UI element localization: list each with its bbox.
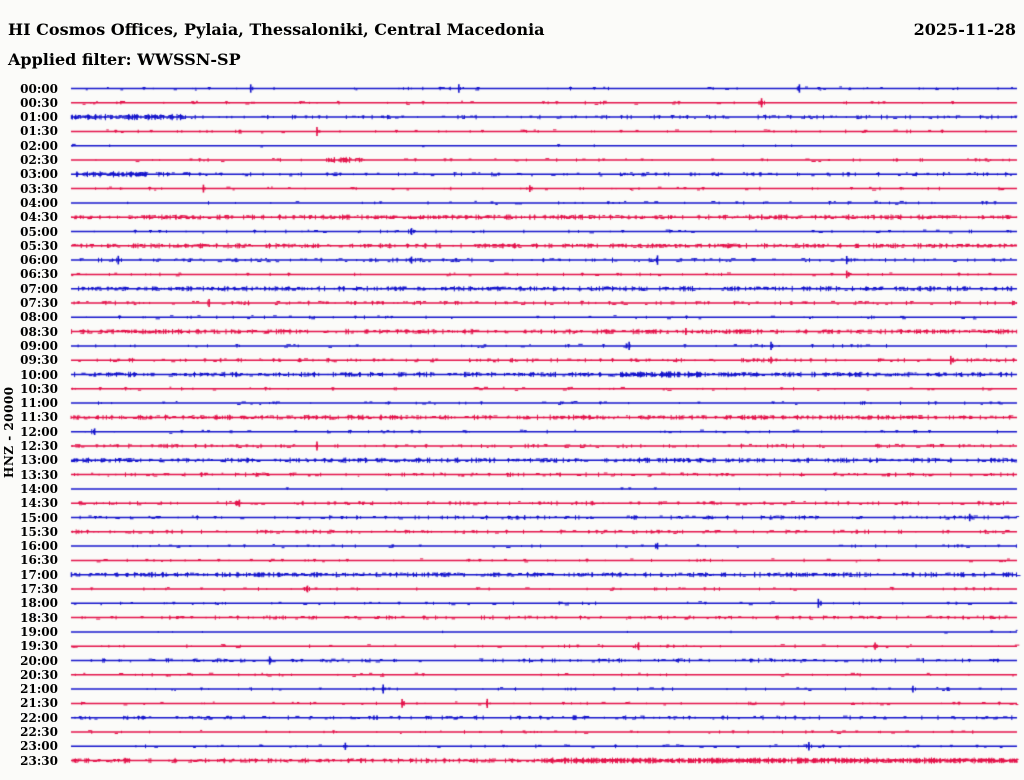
time-label-22:00: 22:00 (20, 710, 58, 725)
channel-scale-label: HNZ - 20000 (2, 386, 16, 478)
time-label-22:30: 22:30 (20, 725, 58, 739)
time-label-18:30: 18:30 (20, 610, 58, 625)
time-label-01:00: 01:00 (20, 110, 58, 125)
time-label-14:00: 14:00 (20, 481, 58, 496)
time-label-17:00: 17:00 (20, 567, 58, 582)
time-label-20:00: 20:00 (20, 653, 58, 668)
time-label-15:00: 15:00 (20, 510, 58, 525)
time-label-16:00: 16:00 (20, 539, 58, 554)
time-label-08:30: 08:30 (20, 324, 58, 339)
time-label-15:30: 15:30 (20, 524, 58, 539)
time-label-12:00: 12:00 (20, 424, 58, 439)
date-label: 2025-11-28 (913, 20, 1016, 39)
applied-filter-label: Applied filter: WWSSN-SP (8, 50, 241, 69)
time-label-16:30: 16:30 (20, 553, 58, 568)
time-label-09:00: 09:00 (20, 338, 58, 353)
time-label-10:30: 10:30 (20, 381, 58, 396)
time-label-10:00: 10:00 (20, 367, 58, 382)
station-title: HI Cosmos Offices, Pylaia, Thessaloniki, Central Macedonia (8, 20, 545, 39)
time-label-21:00: 21:00 (20, 682, 58, 697)
time-label-04:00: 04:00 (20, 195, 58, 210)
time-label-01:30: 01:30 (20, 124, 58, 139)
time-label-00:00: 00:00 (20, 81, 58, 96)
time-label-07:00: 07:00 (20, 281, 58, 296)
time-label-13:00: 13:00 (20, 453, 58, 468)
time-label-14:30: 14:30 (20, 496, 58, 511)
time-label-11:30: 11:30 (20, 410, 58, 425)
time-label-03:00: 03:00 (20, 167, 58, 182)
time-label-08:00: 08:00 (20, 310, 58, 325)
time-label-23:30: 23:30 (20, 753, 58, 768)
time-label-04:30: 04:30 (20, 210, 58, 225)
time-label-00:30: 00:30 (20, 95, 58, 110)
time-label-19:30: 19:30 (20, 639, 58, 654)
time-label-20:30: 20:30 (20, 667, 58, 682)
time-label-17:30: 17:30 (20, 582, 58, 596)
time-label-13:30: 13:30 (20, 467, 58, 482)
time-label-05:00: 05:00 (20, 224, 58, 239)
time-label-09:30: 09:30 (20, 353, 58, 368)
time-label-23:00: 23:00 (20, 739, 58, 754)
time-label-07:30: 07:30 (20, 296, 58, 310)
time-label-06:00: 06:00 (20, 253, 58, 268)
time-label-03:30: 03:30 (20, 181, 58, 196)
time-label-06:30: 06:30 (20, 267, 58, 282)
time-label-21:30: 21:30 (20, 696, 58, 711)
time-label-18:00: 18:00 (20, 596, 58, 611)
time-label-05:30: 05:30 (20, 238, 58, 253)
time-label-12:30: 12:30 (20, 439, 58, 453)
time-label-02:00: 02:00 (20, 138, 58, 153)
time-label-11:00: 11:00 (20, 396, 58, 411)
time-label-19:00: 19:00 (20, 624, 58, 639)
time-label-02:30: 02:30 (20, 153, 58, 167)
